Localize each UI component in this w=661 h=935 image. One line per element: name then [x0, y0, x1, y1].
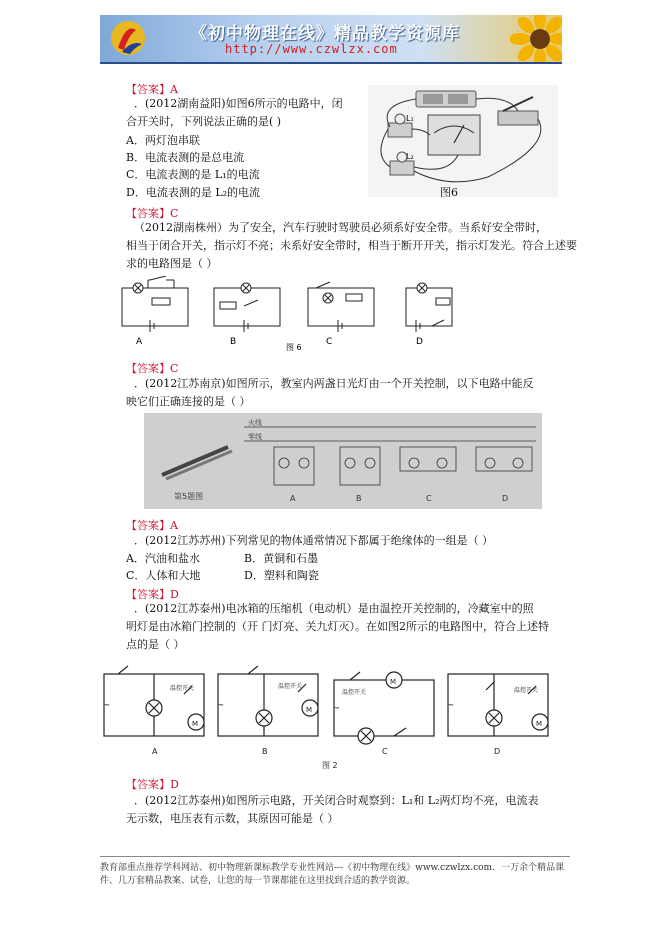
q2-line3: 求的电路图是（ ） — [126, 257, 218, 270]
q1-option-c: C．电流表测的是 L₁的电流 — [126, 168, 260, 181]
answer-label: 【答案】A — [126, 83, 178, 96]
answer-label: 【答案】C — [126, 362, 179, 375]
sunflower-icon — [510, 15, 562, 64]
q1-option-a: A．两灯泡串联 — [126, 134, 200, 147]
lamp-l1-label: L₁ — [406, 114, 414, 123]
motor-icon: M — [390, 678, 397, 686]
q5-figure-caption: 图 2 — [322, 761, 338, 770]
thermostat-switch-label: 温控开关 — [278, 683, 303, 690]
q2-figure — [116, 276, 456, 354]
q2-figure-caption: 图 6 — [286, 343, 302, 352]
banner-title: 《初中物理在线》精品教学资源库 — [190, 24, 460, 44]
q1-figure-caption: 图6 — [440, 186, 458, 199]
thermostat-switch-label: 温控开关 — [514, 687, 539, 694]
banner-url[interactable]: http://www.czwlzx.com — [225, 42, 398, 56]
q1-figure — [368, 85, 558, 197]
circuit-a-label: A — [136, 337, 143, 347]
thermostat-switch-label: 温控开关 — [170, 685, 195, 692]
lamp-l2 — [390, 161, 414, 175]
answer-label: 【答案】A — [126, 519, 178, 532]
answer-label: 【答案】D — [126, 588, 179, 601]
q1-line1: ．(2012湖南益阳)如图6所示的电路中，闭 — [134, 97, 343, 110]
q4-line1: ．(2012江苏苏州)下列常见的物体通常情况下都属于绝缘体的一组是（ ） — [134, 534, 494, 547]
ac-symbol: ~ — [334, 704, 340, 712]
option-b-label: B — [356, 494, 362, 503]
ac-symbol: ~ — [104, 701, 110, 709]
circuit-d-label: D — [416, 337, 423, 347]
option-d-label: D — [494, 747, 501, 756]
answer-label: 【答案】C — [126, 207, 179, 220]
q5-figure — [98, 662, 562, 772]
motor-icon: M — [192, 720, 199, 728]
q1-option-d: D．电流表测的是 L₂的电流 — [126, 186, 261, 199]
option-b-label: B — [262, 747, 268, 756]
q5-line1: ．(2012江苏泰州)电冰箱的压缩机（电动机）是由温控开关控制的，冷藏室中的照 — [134, 602, 534, 615]
q3-line2: 映它们正确连接的是（ ） — [126, 395, 251, 408]
option-a-label: A — [290, 494, 296, 503]
answer-label: 【答案】D — [126, 778, 179, 791]
q6-line1: ．(2012江苏泰州)如图所示电路，开关闭合时观察到：L₁和 L₂两灯均不亮，电流表 — [134, 794, 539, 807]
circuit-c-label: C — [326, 337, 333, 347]
q4-option-c: C．人体和大地 — [126, 569, 201, 582]
footer-divider — [100, 856, 570, 857]
site-logo-icon — [108, 18, 148, 58]
q4-option-a: A．汽油和盐水 — [126, 552, 200, 565]
neutral-wire-label: 零线 — [248, 433, 262, 441]
option-c-label: C — [382, 747, 388, 756]
ammeter — [428, 115, 480, 155]
circuit-b-label: B — [230, 337, 237, 347]
q6-line2: 无示数，电压表有示数，其原因可能是（ ） — [126, 812, 339, 825]
q4-option-d: D．塑料和陶瓷 — [244, 569, 319, 582]
q2-line2: 相当于闭合开关，指示灯不亮；未系好安全带时，相当于断开开关，指示灯发光。符合上述要 — [126, 239, 577, 252]
q3-line1: ．(2012江苏南京)如图所示，教室内两盏日光灯由一个开关控制，以下电路中能反 — [134, 377, 534, 390]
lamp-l2-label: L₂ — [406, 152, 414, 161]
option-d-label: D — [502, 494, 509, 503]
q1-option-b: B．电流表测的是总电流 — [126, 151, 245, 164]
ac-symbol: ~ — [218, 701, 224, 709]
circuit-d — [406, 288, 452, 326]
q4-option-b: B．黄铜和石墨 — [244, 552, 319, 565]
circuit-a — [122, 288, 188, 326]
q2-line1: （2012湖南株州）为了安全，汽车行驶时驾驶员必须系好安全带。当系好安全带时， — [134, 221, 547, 234]
option-c-label: C — [426, 494, 432, 503]
lamp-l1 — [388, 123, 412, 137]
page-footer: 教育部重点推荐学科网站、初中物理新课标教学专业性网站---《初中物理在线》www.czwlzx.com．一万余个精品课件、几万套精品教案、试卷，让您的每一节课都能在这里找到合适的教学资源。 — [100, 863, 565, 886]
q5-line3: 点的是（ ） — [126, 638, 185, 651]
header-banner — [100, 15, 562, 64]
q3-figure — [144, 413, 542, 509]
ac-symbol: ~ — [448, 701, 454, 709]
switch — [498, 111, 538, 125]
q3-figure-caption: 第5题图 — [174, 492, 204, 501]
q5-line2: 明灯是由冰箱门控制的（开 门灯亮、关九灯灭）。在如图2所示的电路图中，符合上述特 — [126, 620, 549, 633]
q1-line2: 合开关时，下列说法正确的是( ) — [126, 115, 282, 128]
circuit-c — [308, 288, 374, 326]
option-a-label: A — [152, 747, 158, 756]
live-wire-label: 火线 — [248, 419, 262, 427]
motor-icon: M — [306, 706, 313, 714]
thermostat-switch-label: 温控开关 — [342, 689, 367, 696]
motor-icon: M — [536, 720, 543, 728]
